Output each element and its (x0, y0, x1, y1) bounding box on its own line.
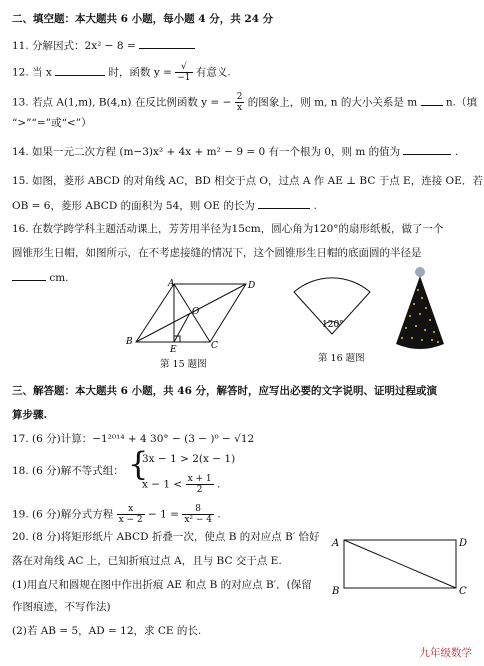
q13-line1-end: 的图象上，则 m, n 的大小关系是 m (247, 96, 418, 109)
q13-line1-text: 13. 若点 A(1,m), B(4,n) 在反比例函数 y = − (12, 96, 232, 109)
q11-answer-blank (139, 38, 195, 49)
q16-line1: 16. 在数学跨学科主题活动课上，芳芳用半径为15cm，圆心角为120°的扇形纸板，做了一个 (12, 223, 444, 235)
section2-header: 二、填空题：本大题共 6 小题，每小题 4 分，共 24 分 (12, 13, 274, 25)
q13-frac-den: x (237, 103, 243, 113)
q12-text-a: 12. 当 x (12, 66, 52, 79)
q19-frac2-den: x² − 4 (184, 515, 212, 525)
q16-line3 (12, 270, 69, 285)
q18-row2 (142, 474, 220, 495)
q15-line2-end: . (313, 200, 317, 212)
label-c: C (211, 341, 218, 351)
q13-line2: “>”“=”或“<”） (12, 117, 92, 129)
figure-16-sector (282, 284, 382, 344)
label-e: E (170, 345, 177, 355)
q18-frac-den: 2 (196, 485, 203, 495)
q12-text-c: 有意义. (195, 66, 231, 79)
q19-frac1-den: x − 2 (118, 515, 143, 525)
q12-fraction (175, 62, 192, 83)
q20-line1: 20. (8 分)将矩形纸片 ABCD 折叠一次，使点 B 的对应点 B′ 恰好 (12, 531, 320, 543)
q18-row1: 3x − 1 > 2(x − 1) (142, 453, 236, 465)
q13-frac-num: 2 (236, 92, 243, 102)
q16-line3-text: cm. (49, 272, 69, 284)
hat-pompom (415, 267, 425, 277)
q15-line2 (12, 198, 317, 213)
q18-brace: { (128, 445, 149, 483)
figure-16-caption: 第 16 题图 (318, 353, 365, 364)
q15-line2-text: OB = 6，菱形 ABCD 的面积为 54，则 OE 的长为 (12, 200, 255, 212)
q18-frac-num: x + 1 (187, 474, 212, 484)
diagonal-ac (344, 540, 456, 588)
footer-grade-label: 九年级数学 (419, 647, 472, 659)
q14-end: . (454, 146, 459, 158)
q19-end: . (217, 508, 221, 521)
q18-end: . (216, 478, 221, 491)
party-hat-image (392, 266, 448, 354)
figure-20-rectangle (330, 532, 470, 598)
q13-line1 (12, 92, 477, 113)
rect-label-d: D (459, 538, 468, 549)
q12-text-b: 时，函数 y = (108, 66, 172, 79)
q12 (12, 62, 231, 83)
figure-15-rhombus (118, 278, 258, 355)
q19-mid: − 1 = (148, 508, 179, 521)
q14-answer-blank (403, 144, 451, 155)
label-a: A (168, 279, 175, 289)
section3-header: 三、解答题：本大题共 6 小题，共 46 分，解答时，应写出必要的文字说明、证明过程或演 (12, 385, 438, 397)
figure-15-caption: 第 15 题图 (160, 359, 207, 370)
q18-row2-text: x − 1 < (142, 478, 183, 491)
q11-text: 11. 分解因式：2x² − 8 = (12, 40, 136, 52)
q13-fraction (235, 92, 245, 113)
label-o: O (192, 307, 200, 317)
q17: 17. (6 分)计算：−1²⁰¹⁴ + 4 30° − (3 − )⁰ − √12 (12, 433, 255, 445)
q19-frac2-num: 8 (182, 504, 214, 515)
q12-answer-blank (55, 65, 105, 76)
rect-label-b: B (332, 586, 340, 597)
q14 (12, 144, 458, 159)
q16-answer-blank (12, 270, 46, 281)
diagonal-bd (136, 284, 246, 342)
rect-label-c: C (459, 586, 467, 597)
q14-text: 14. 如果一元二次方程 (m−3)x² + 4x + m² − 9 = 0 有一个根为 0，则 m 的值为 (12, 146, 401, 158)
q13-line1-tail: n.（填 (445, 96, 477, 109)
label-b: B (126, 337, 133, 347)
q13-answer-blank (421, 95, 443, 106)
label-d: D (248, 281, 256, 291)
q20-line5: (2)若 AB = 5，AD = 12，求 CE 的长. (12, 625, 202, 637)
rect-label-a: A (332, 538, 340, 549)
q19 (12, 504, 221, 525)
q19-label: 19. (6 分)解分式方程 (12, 508, 114, 521)
q18-label: 18. (6 分)解不等式组： (12, 465, 124, 477)
q16-line2: 圆锥形生日帽，如图所示，在不考虑接缝的情况下，这个圆锥形生日帽的底面圆的半径是 (12, 247, 422, 259)
q12-frac-num: √ (175, 62, 192, 73)
q15-line1: 15. 如图，菱形 ABCD 的对角线 AC，BD 相交于点 O，过点 A 作 AE ⊥ BC 于点 E，连接 OE．若 (12, 175, 483, 187)
q11 (12, 38, 195, 53)
q20-line3: (1)用直尺和圆规在图中作出折痕 AE 和点 B 的对应点 B′．(保留 (12, 579, 312, 591)
q20-line2: 落在对角线 AC 上，已知折痕过点 A，且与 BC 交于点 E. (12, 555, 282, 567)
q15-answer-blank (258, 198, 310, 209)
q18-fraction (186, 474, 214, 495)
angle-label: 120° (322, 320, 344, 330)
section3-header-cont: 算步骤. (12, 409, 48, 421)
q19-frac1-num: x (117, 504, 145, 515)
q19-fraction-1 (117, 504, 145, 525)
q20-line4: 作图痕迹，不写作法) (12, 601, 111, 613)
q19-fraction-2 (182, 504, 214, 525)
q12-frac-den: −1 (177, 73, 191, 83)
hat-cone (396, 276, 444, 349)
